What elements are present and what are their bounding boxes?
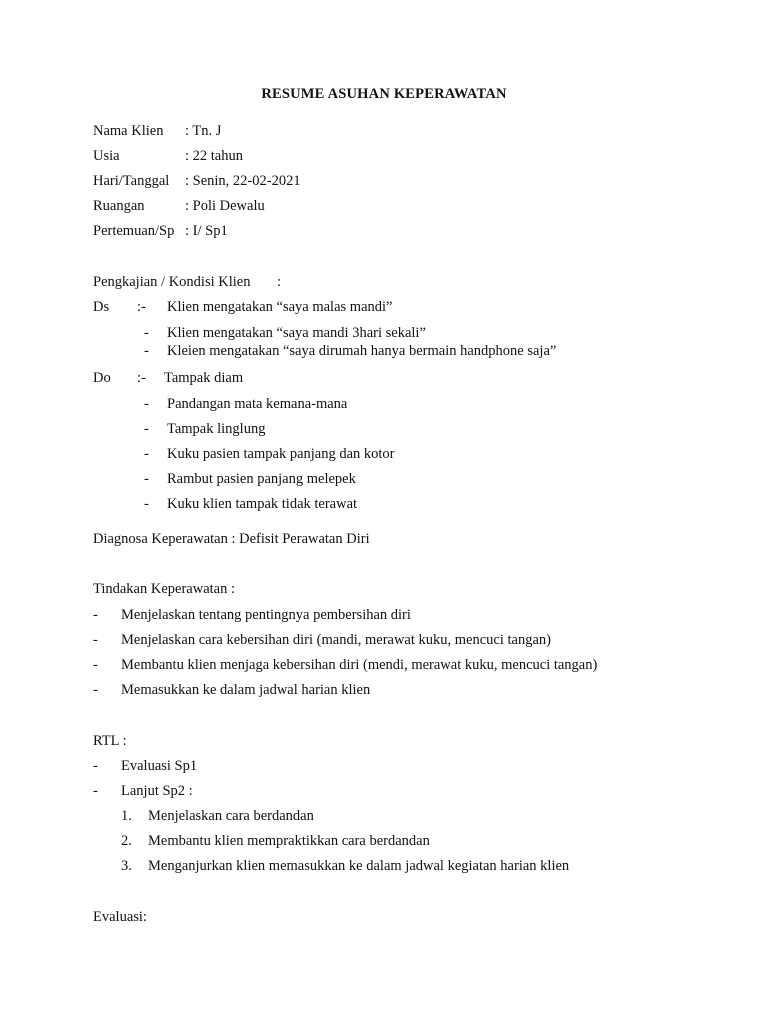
bullet-dash: - <box>93 632 98 648</box>
bullet-dash: - <box>93 682 98 698</box>
bullet-dash: - <box>144 471 149 487</box>
info-value: : Tn. J <box>185 123 222 139</box>
bullet-dash: - <box>144 396 149 412</box>
rtl-heading: RTL : <box>93 733 127 749</box>
bullet-dash: - <box>93 657 98 673</box>
info-label: Pertemuan/Sp <box>93 223 175 239</box>
ds-item: Klien mengatakan “saya mandi 3hari sekali” <box>167 325 426 341</box>
rtl-item: Lanjut Sp2 : <box>121 783 193 799</box>
pengkajian-colon: : <box>277 274 282 290</box>
do-item: Tampak diam <box>164 370 244 386</box>
bullet-dash: - <box>144 421 149 437</box>
diagnosa-text: Diagnosa Keperawatan : Defisit Perawatan Diri <box>93 531 370 547</box>
document-title: RESUME ASUHAN KEPERAWATAN <box>261 86 507 102</box>
ds-label: Ds <box>93 299 110 315</box>
do-label: Do <box>93 370 111 386</box>
bullet-dash: - <box>93 758 98 774</box>
do-item: Tampak linglung <box>167 421 266 437</box>
info-value: : 22 tahun <box>185 148 243 164</box>
do-item: Rambut pasien panjang melepek <box>167 471 356 487</box>
rtl-sub-item: Menganjurkan klien memasukkan ke dalam jadwal kegiatan harian klien <box>148 858 570 874</box>
bullet-dash: - <box>144 325 149 341</box>
bullet-dash: - <box>93 607 98 623</box>
do-item: Kuku klien tampak tidak terawat <box>167 496 358 512</box>
bullet-dash: - <box>144 343 149 359</box>
tindakan-item: Menjelaskan tentang pentingnya pembersihan diri <box>121 607 411 623</box>
tindakan-item: Menjelaskan cara kebersihan diri (mandi, merawat kuku, mencuci tangan) <box>121 632 551 648</box>
info-value: : Poli Dewalu <box>185 198 265 214</box>
bullet-dash: - <box>93 783 98 799</box>
pengkajian-heading: Pengkajian / Kondisi Klien <box>93 274 251 290</box>
bullet-dash: - <box>144 496 149 512</box>
rtl-sub-item: Menjelaskan cara berdandan <box>148 808 314 824</box>
info-label: Nama Klien <box>93 123 164 139</box>
do-separator: :- <box>137 370 146 386</box>
bullet-dash: - <box>144 446 149 462</box>
ds-item: Kleien mengatakan “saya dirumah hanya bermain handphone saja” <box>167 343 557 359</box>
do-item: Kuku pasien tampak panjang dan kotor <box>167 446 395 462</box>
rtl-sub-number: 3. <box>121 858 132 874</box>
rtl-item: Evaluasi Sp1 <box>121 758 198 774</box>
do-item: Pandangan mata kemana-mana <box>167 396 348 412</box>
info-label: Usia <box>93 148 120 164</box>
ds-separator: :- <box>137 299 146 315</box>
rtl-sub-number: 1. <box>121 808 132 824</box>
info-value: : I/ Sp1 <box>185 223 228 239</box>
evaluasi-heading: Evaluasi: <box>93 909 147 925</box>
info-label: Hari/Tanggal <box>93 173 170 189</box>
info-value: : Senin, 22-02-2021 <box>185 173 301 189</box>
tindakan-item: Membantu klien menjaga kebersihan diri (mendi, merawat kuku, mencuci tangan) <box>121 657 598 673</box>
info-label: Ruangan <box>93 198 145 214</box>
ds-item: Klien mengatakan “saya malas mandi” <box>167 299 393 315</box>
rtl-sub-number: 2. <box>121 833 132 849</box>
tindakan-item: Memasukkan ke dalam jadwal harian klien <box>121 682 371 698</box>
tindakan-heading: Tindakan Keperawatan : <box>93 581 236 597</box>
rtl-sub-item: Membantu klien mempraktikkan cara berdandan <box>148 833 430 849</box>
